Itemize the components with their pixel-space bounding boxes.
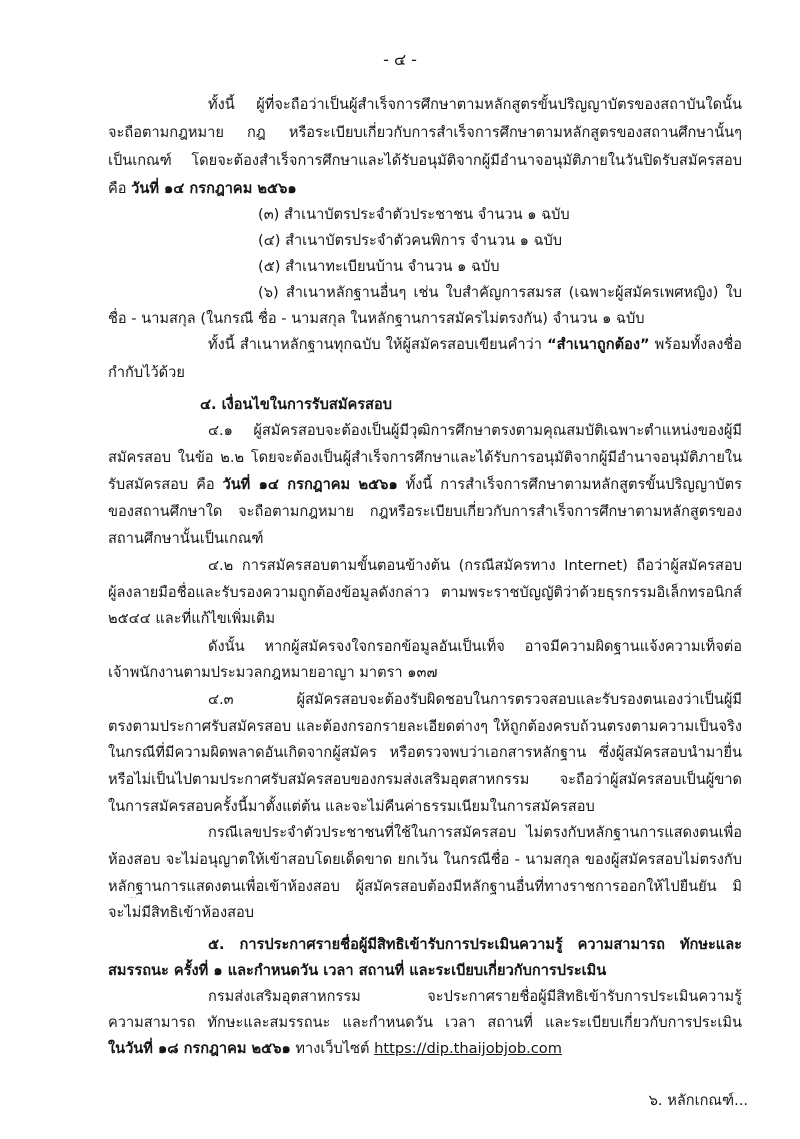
text-line bbox=[208, 934, 742, 956]
text-segment: สมัครสอบ ในข้อ ๒.๒ โดยจะต้องเป็นผู้สำเร็จการศึกษาและได้รับการอนุมัติจากผู้มีอำนาจอนุมัติภายใน bbox=[108, 449, 742, 466]
text-segment: ในวันที่ ๑๘ กรกฎาคม ๒๕๖๑ bbox=[108, 1040, 291, 1057]
text-line bbox=[258, 282, 742, 304]
text-segment: ความสามารถ ทักษะและสมรรถนะ และกำหนดวัน เวลา สถานที่ และระเบียบเกี่ยวกับการประเมิน bbox=[108, 1014, 742, 1031]
text-line bbox=[258, 204, 742, 226]
text-line bbox=[108, 1038, 742, 1060]
text-line bbox=[108, 474, 742, 496]
text-line bbox=[200, 394, 742, 416]
text-line bbox=[108, 876, 742, 898]
text-segment: หลักฐานการแสดงตนเพื่อเข้าห้องสอบ ผู้สมัครสอบต้องมีหลักฐานอื่นที่ทางราชการออกให้ไปยืนยัน มิ bbox=[108, 878, 742, 895]
text-line bbox=[208, 689, 742, 711]
text-segment: เป็นเกณฑ์ โดยจะต้องสำเร็จการศึกษาและได้รับอนุมัติจากผู้มีอำนาจอนุมัติภายในวันปิดรับสมัครสอบ bbox=[108, 152, 742, 169]
text-segment: ของสถานศึกษาใด จะถือตามกฎหมาย กฎหรือระเบียบเกี่ยวกับการสำเร็จการศึกษาตามหลักสูตรของ bbox=[108, 503, 742, 520]
text-segment: จะถือตามกฎหมาย กฎ หรือระเบียบเกี่ยวกับการสำเร็จการศึกษาตามหลักสูตรของสถานศึกษานั้นๆ bbox=[108, 124, 742, 141]
text-segment: วันที่ ๑๔ กรกฎาคม ๒๕๖๑ bbox=[222, 476, 398, 493]
text-segment: ๕. การประกาศรายชื่อผู้มีสิทธิเข้ารับการประเมินความรู้ ความสามารถ ทักษะและ bbox=[208, 936, 742, 953]
text-segment: ชื่อ - นามสกุล (ในกรณี ชื่อ - นามสกุล ในหลักฐานการสมัครไม่ตรงกัน) จำนวน ๑ ฉบับ bbox=[108, 310, 645, 327]
text-segment: ดังนั้น หากผู้สมัครจงใจกรอกข้อมูลอันเป็นเท็จ อาจมีความผิดฐานแจ้งความเท็จต่อ bbox=[208, 638, 742, 655]
text-line bbox=[208, 94, 742, 116]
text-line bbox=[108, 582, 742, 604]
text-line bbox=[208, 822, 742, 844]
text-segment: ๔. เงื่อนไขในการรับสมัครสอบ bbox=[200, 396, 392, 413]
text-segment: ทั้งนี้ การสำเร็จการศึกษาตามหลักสูตรขั้นปริญญาบัตร bbox=[397, 476, 742, 493]
text-line bbox=[108, 902, 742, 924]
text-segment: เจ้าพนักงานตามประมวลกฎหมายอาญา มาตรา ๑๓๗ bbox=[108, 664, 438, 681]
text-line bbox=[108, 362, 742, 384]
text-segment: “สำเนาถูกต้อง” bbox=[547, 336, 650, 353]
text-line bbox=[108, 308, 742, 330]
text-line bbox=[108, 1012, 742, 1034]
text-segment: ๔.๓ ผู้สมัครสอบจะต้องรับผิดชอบในการตรวจสอบและรับรองตนเองว่าเป็นผู้มี bbox=[208, 691, 742, 708]
text-line bbox=[108, 849, 742, 871]
text-segment: หรือไม่เป็นไปตามประกาศรับสมัครสอบของกรมส่งเสริมอุตสาหกรรม จะถือว่าผู้สมัครสอบเป็นผู้ขาด bbox=[108, 771, 742, 788]
text-segment: (๖) สำเนาหลักฐานอื่นๆ เช่น ใบสำคัญการสมรส (เฉพาะผู้สมัครเพศหญิง) ใบ bbox=[258, 284, 742, 301]
text-segment: ๔.๒ การสมัครสอบตามขั้นตอนข้างต้น (กรณีสมัครทาง Internet) ถือว่าผู้สมัครสอบ bbox=[208, 557, 742, 574]
text-line bbox=[208, 334, 742, 356]
text-line bbox=[108, 608, 742, 630]
text-segment: รับสมัครสอบ คือ bbox=[108, 476, 223, 493]
text-segment: คือ bbox=[108, 180, 132, 197]
text-segment: ห้องสอบ จะไม่อนุญาตให้เข้าสอบโดยเด็ดขาด ยกเว้น ในกรณีชื่อ - นามสกุล ของผู้สมัครสอบไม่ตรงกับ bbox=[108, 851, 742, 868]
text-segment: สถานศึกษานั้นเป็นเกณฑ์ bbox=[108, 530, 264, 547]
text-line bbox=[108, 178, 742, 200]
text-line bbox=[108, 122, 742, 144]
text-segment: สมรรถนะ ครั้งที่ ๑ และกำหนดวัน เวลา สถานที่ และระเบียบเกี่ยวกับการประเมิน bbox=[108, 962, 607, 979]
text-segment: กำกับไว้ด้วย bbox=[108, 364, 185, 381]
text-line bbox=[108, 501, 742, 523]
text-segment: (๔) สำเนาบัตรประจำตัวคนพิการ จำนวน ๑ ฉบับ bbox=[258, 232, 563, 249]
text-line bbox=[108, 447, 742, 469]
text-line bbox=[208, 420, 742, 442]
text-segment: ทางเว็บไซต์ bbox=[290, 1040, 375, 1057]
text-line bbox=[108, 662, 742, 684]
text-segment: ตรงตามประกาศรับสมัครสอบ และต้องกรอกรายละเอียดต่างๆ ให้ถูกต้องครบถ้วนตรงตามความเป็นจริง bbox=[108, 718, 742, 735]
text-segment: ทั้งนี้ ผู้ที่จะถือว่าเป็นผู้สำเร็จการศึกษาตามหลักสูตรขั้นปริญญาบัตรของสถาบันใดนั้น bbox=[208, 96, 742, 113]
text-line bbox=[108, 742, 742, 764]
text-line bbox=[108, 769, 742, 791]
text-segment: พร้อมทั้งลงชื่อ bbox=[649, 336, 742, 353]
text-line bbox=[258, 256, 742, 278]
text-segment: กรมส่งเสริมอุตสาหกรรม จะประกาศรายชื่อผู้มีสิทธิเข้ารับการประเมินความรู้ bbox=[208, 988, 742, 1005]
continuation-note: ๖. หลักเกณฑ์... bbox=[648, 1092, 748, 1109]
text-line bbox=[108, 716, 742, 738]
text-line bbox=[108, 796, 742, 818]
page-number: - ๔ - bbox=[383, 50, 417, 69]
text-segment: กรณีเลขประจำตัวประชาชนที่ใช้ในการสมัครสอบ ไม่ตรงกับหลักฐานการแสดงตนเพื่อ bbox=[208, 824, 742, 841]
text-segment: ๒๕๔๔ และที่แก้ไขเพิ่มเติม bbox=[108, 610, 276, 627]
text-line bbox=[208, 986, 742, 1008]
text-line bbox=[258, 230, 742, 252]
text-line bbox=[208, 555, 742, 577]
text-segment: ในการสมัครสอบครั้งนี้มาตั้งแต่ต้น และจะไม่คืนค่าธรรมเนียมในการสมัครสอบ bbox=[108, 798, 595, 815]
text-line bbox=[208, 636, 742, 658]
text-line bbox=[108, 150, 742, 172]
text-segment: ๔.๑ ผู้สมัครสอบจะต้องเป็นผู้มีวุฒิการศึกษาตรงตามคุณสมบัติเฉพาะตำแหน่งของผู้มี bbox=[208, 422, 742, 439]
text-line bbox=[108, 528, 742, 550]
text-segment: วันที่ ๑๔ กรกฎาคม ๒๕๖๑ bbox=[131, 180, 297, 197]
website-link[interactable]: https://dip.thaijobjob.com bbox=[374, 1040, 562, 1057]
text-segment: ผู้ลงลายมือชื่อและรับรองความถูกต้องข้อมูลดังกล่าว ตามพระราชบัญญัติว่าด้วยธุรกรรมอิเล็กทรอนิกส์ bbox=[108, 584, 742, 601]
text-segment: (๕) สำเนาทะเบียนบ้าน จำนวน ๑ ฉบับ bbox=[258, 258, 500, 275]
text-segment: ในกรณีที่มีความผิดพลาดอันเกิดจากผู้สมัคร หรือตรวจพบว่าเอกสารหลักฐาน ซึ่งผู้สมัครสอบนำมายื่น bbox=[108, 744, 742, 761]
text-segment: ทั้งนี้ สำเนาหลักฐานทุกฉบับ ให้ผู้สมัครสอบเขียนคำว่า bbox=[208, 336, 548, 353]
text-segment: (๓) สำเนาบัตรประจำตัวประชาชน จำนวน ๑ ฉบับ bbox=[258, 206, 570, 223]
text-line bbox=[108, 960, 742, 982]
text-segment: จะไม่มีสิทธิเข้าห้องสอบ bbox=[108, 904, 255, 921]
